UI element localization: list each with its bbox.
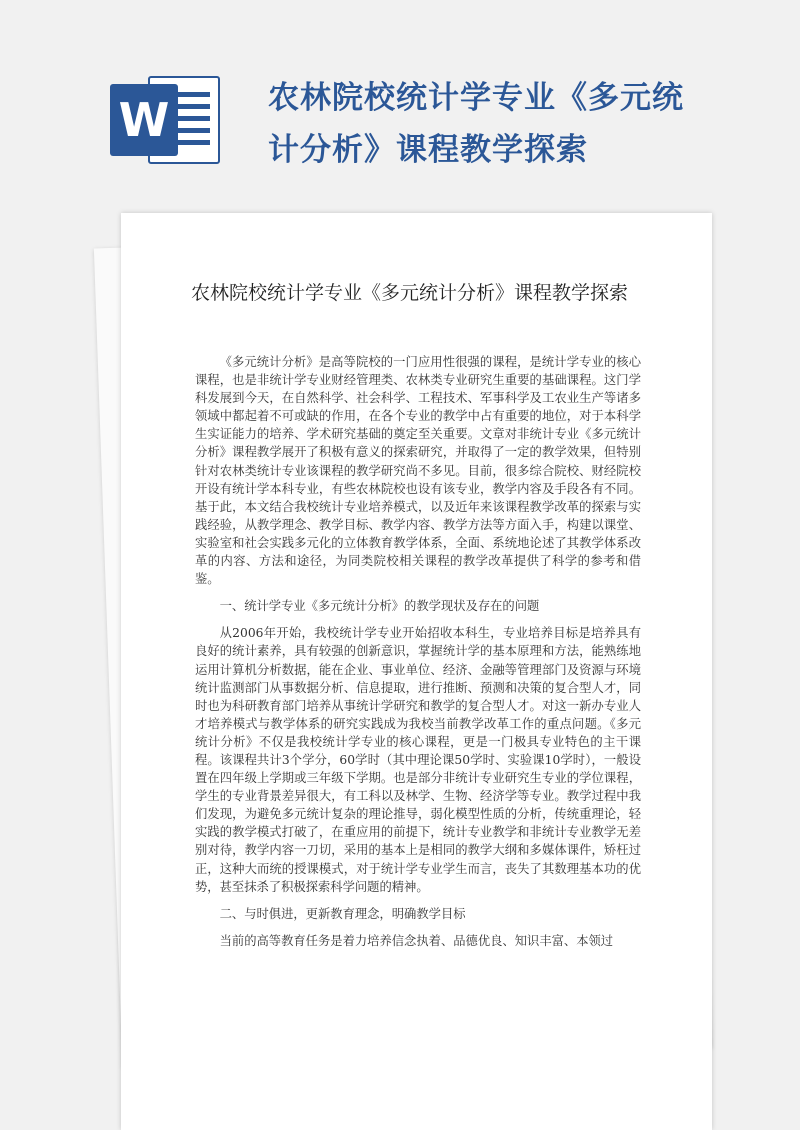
section-heading-2: 二、与时俱进，更新教育理念，明确教学目标 [219, 906, 466, 921]
document-page [121, 213, 712, 1130]
word-icon-badge: W [110, 84, 178, 156]
paragraph-section-1: 从2006年开始，我校统计学专业开始招收本科生，专业培养目标是培养具有良好的统计素养，具有较强的创新意识，掌握统计学的基本原理和方法，能熟练地运用计算机分析数据，能在企业、事业单位、经济、金融等管理部门及资源与环境统计监测部门从事数据分析、信息提取，进行推断、预测和决策的复合型人才，同时也为科研教育部门培养从事统计学研究和教学的复合型人才。对这一新办专业人才培养模式与教学体系的研究实践成为我校当前教学改革工作的重点问题。《多元统计分析》不仅是我校统计学专业的核心课程，更是一门极具专业特色的主干课程。该课程共计3个学分，60学时（其中理论课50学时、实验课10学时），一般设置在四年级上学期或三年级下学期。也是部分非统计专业研究生专业的学位课程，学生的专业背景差异很大，有工科以及林学、生物、经济学等专业。教学过程中我们发现，为避免多元统计复杂的理论推导，弱化模型性质的分析，传统重理论，轻实践的教学模式打破了，在重应用的前提下，统计专业教学和非统计专业教学无差别对待，教学内容一刀切，采用的基本上是相同的教学大纲和多媒体课件，矫枉过正，这种大而统的授课模式，对于统计学专业学生而言，丧失了其数理基本功的优势，甚至抹杀了积极探索科学问题的精神。 [195, 626, 641, 894]
word-document-icon [110, 70, 225, 170]
paragraph-intro: 《多元统计分析》是高等院校的一门应用性很强的课程，是统计学专业的核心课程，也是非统计学专业财经管理类、农林类专业研究生重要的基础课程。这门学科发展到今天，在自然科学、社会科学、工程技术、军事科学及工农业生产等诸多领域中都起着不可或缺的作用，在各个专业的教学中占有重要的地位，对于本科学生实证能力的培养、学术研究基础的奠定至关重要。文章对非统计专业《多元统计分析》课程教学展开了积极有意义的探索研究，并取得了一定的教学效果，但特别针对农林类统计专业该课程的教学研究尚不多见。目前，很多综合院校、财经院校开设有统计学本科专业，有些农林院校也设有该专业，教学内容及手段各有不同。基于此，本文结合我校统计专业培养模式，以及近年来该课程教学改革的探索与实践经验，从教学理念、教学目标、教学内容、教学方法等方面入手，构建以课堂、实验室和社会实践多元化的立体教育教学体系，全面、系统地论述了其教学体系改革的内容、方法和途径，为同类院校相关课程的教学改革提供了科学的参考和借鉴。 [195, 355, 641, 587]
document-body [195, 353, 641, 950]
document-title: 农林院校统计学专业《多元统计分析》课程教学探索 [191, 282, 629, 304]
paragraph-section-2: 当前的高等教育任务是着力培养信念执着、品德优良、知识丰富、本领过 [219, 933, 614, 948]
section-heading-1: 一、统计学专业《多元统计分析》的教学现状及存在的问题 [219, 599, 540, 614]
page-header [0, 0, 800, 215]
page-title: 农林院校统计学专业《多元统计分析》课程教学探索 [268, 80, 684, 168]
